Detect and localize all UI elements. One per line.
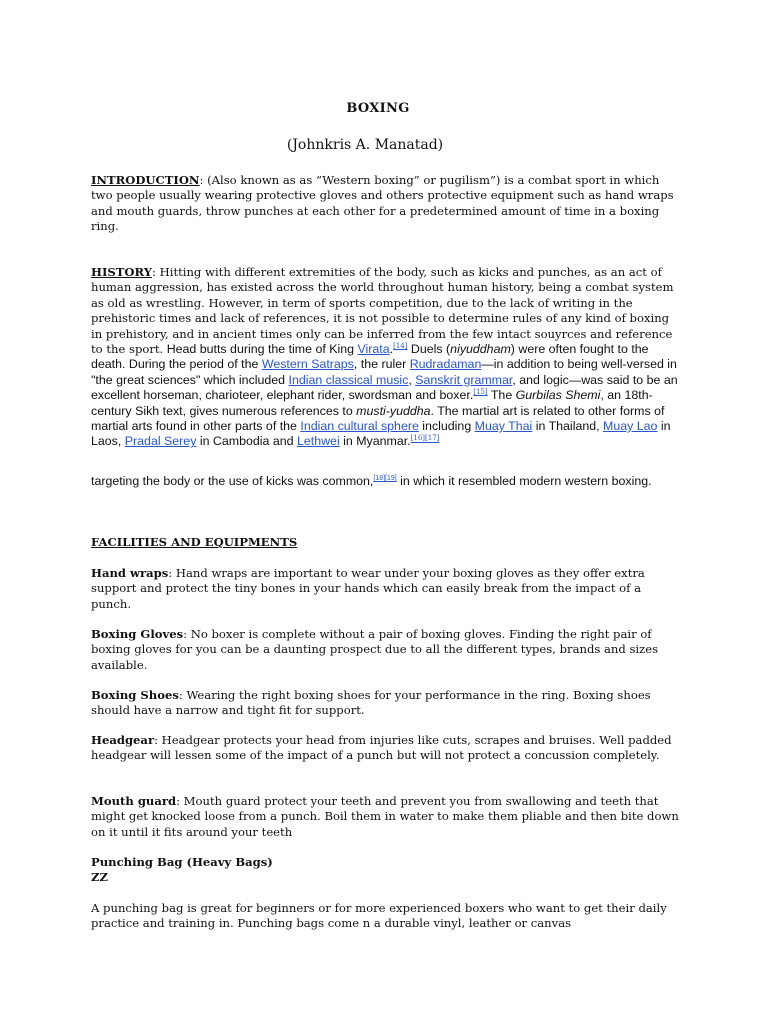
link-rudradaman[interactable]: Rudradaman [409, 357, 482, 372]
history-text: , and logic—was said to be an excellent horseman, charioteer, elephant rider, swordsman and boxer. [91, 372, 678, 403]
equipment-item-headgear [91, 733, 681, 764]
history-text: in Laos, [91, 419, 671, 449]
equipment-label: Boxing Shoes [91, 688, 179, 702]
equipment-item-boxing-gloves [91, 627, 681, 673]
introduction-paragraph [91, 173, 681, 235]
citation-link[interactable]: [14] [393, 342, 408, 351]
link-muay-thai[interactable]: Muay Thai [474, 419, 533, 434]
history-italic: musti-yuddha [356, 403, 431, 418]
equipment-text: : Wearing the right boxing shoes for your performance in the ring. Boxing shoes should have a narrow and tight fit for support. [91, 688, 651, 718]
history-text: in which it resembled modern western boxing. [396, 474, 652, 488]
document-title: BOXING [346, 101, 410, 116]
equipment-item-boxing-shoes [91, 688, 681, 719]
equipment-label: Mouth guard [91, 794, 177, 808]
link-muay-lao[interactable]: Muay Lao [603, 419, 658, 434]
equipment-text: : Hand wraps are important to wear under your boxing gloves as they offer extra support and protect the tiny bones in your hands which can easily break from the impact of a punch. [91, 566, 645, 611]
history-text: in Cambodia and [196, 434, 297, 449]
history-text: ) were often fought to the death. During the period of the [91, 342, 649, 372]
history-text: Head butts during the time of King [163, 342, 358, 357]
history-italic: niyuddham [450, 342, 511, 357]
link-indian-classical-music[interactable]: Indian classical music [288, 372, 409, 387]
equipment-label: Headgear [91, 733, 155, 747]
history-text: —in addition to being well-versed in "the great sciences" which included [91, 357, 677, 387]
history-text: , [408, 372, 416, 387]
history-text: : Hitting with different extremities of the body, such as kicks and punches, as an act of human aggression, has existed across the world throughout human history, being a combat system as old as wrestling. However, in term of sports competition, due to the lack of writing in the prehistoric times and lack of references, it is not possible to determine rules of any kind of boxing in prehistory, and in ancient times only can be inferred from the few intact souyrces and reference to the sport. [91, 265, 674, 357]
introduction-text: : (Also known as as “Western boxing” or pugilism”) is a combat sport in which two people usually wearing protective gloves and others protective equipment such as hand wraps and mouth guards, throw punches at each other for a predetermined amount of time in a boxing ring. [91, 173, 674, 234]
equipment-label: Boxing Gloves [91, 627, 184, 641]
link-virata[interactable]: Virata [357, 342, 390, 357]
facilities-heading: FACILITIES AND EQUIPMENTS [91, 535, 298, 549]
equipment-item-mouth-guard [91, 794, 681, 840]
history-text: in Thailand, [532, 419, 604, 434]
equipment-text: : Mouth guard protect your teeth and prevent you from swallowing and teeth that might get knocked loose from a punch. Boil them in water to make them pliable and then bite down on it until it fits around your teeth [91, 794, 679, 839]
history-text: in Myanmar. [339, 434, 411, 449]
history-continuation [91, 474, 681, 489]
citation-link[interactable]: [15] [473, 388, 488, 397]
history-text: , an 18th-century Sikh text, gives numerous references to [91, 388, 653, 418]
history-heading: HISTORY [91, 265, 153, 279]
document-author: (Johnkris A. Manatad) [286, 137, 444, 153]
facilities-heading-line [91, 535, 681, 550]
punching-bag-zz: ZZ [91, 870, 108, 884]
history-text: Duels ( [407, 342, 451, 357]
history-text: The [487, 388, 516, 403]
introduction-heading: INTRODUCTION [91, 173, 200, 187]
history-paragraph: HISTORY: Hitting with different extremities of the body, such as kicks and punches, as an act of human aggression, has existed across the world throughout human history, being a combat system as old as wrestling. However, in term of sports competition, due to the lack of writing in the prehistoric times and lack of references, it is not possible to determine rules of any kind of boxing in prehistory, and in ancient times only can be inferred from the few intact souyrces and reference to the sport. Head butts during the time of King Virata.[14] Duels (niyuddham) were often fought to the death. During the period of the Western Satraps, the ruler Rudradaman—in addition to being well-versed in "the great sciences" which included Indian classical music, Sanskrit grammar, and logic—was said to be an excellent horseman, charioteer, elephant rider, swordsman and boxer.[15] The Gurbilas Shemi, an 18th-century Sikh text, gives numerous references to musti-yuddha. The martial art is related to other forms of martial arts found in other parts of the Indian cultural sphere including Muay Thai in Thailand, Muay Lao in Laos, Pradal Serey in Cambodia and Lethwei in Myanmar.[16][17] [91, 265, 678, 449]
history-italic: Gurbilas Shemi [515, 388, 601, 403]
history-text: targeting the body or the use of kicks was common, [91, 474, 374, 488]
equipment-text: : No boxer is complete without a pair of boxing gloves. Finding the right pair of boxing gloves for you can be a daunting prospect due to all the different types, brands and sizes available. [91, 627, 659, 672]
history-text: . The martial art is related to other forms of martial arts found in other parts of the [91, 403, 665, 434]
punching-bag-heading: Punching Bag (Heavy Bags) [91, 855, 273, 869]
link-lethwei[interactable]: Lethwei [296, 434, 340, 449]
equipment-text: : Headgear protects your head from injuries like cuts, scrapes and bruises. Well padded headgear will lessen some of the impact of a punch but will not protect a concussion completely. [91, 733, 672, 763]
link-indian-cultural-sphere[interactable]: Indian cultural sphere [300, 419, 419, 434]
link-pradal-serey[interactable]: Pradal Serey [124, 434, 197, 449]
punching-bag-text: A punching bag is great for beginners or for more experienced boxers who want to get their daily practice and training in. Punching bags come n a durable vinyl, leather or canvas [91, 901, 667, 931]
history-text: including [418, 419, 475, 434]
equipment-label: Hand wraps [91, 566, 169, 580]
equipment-item-hand-wraps [91, 566, 681, 612]
citation-link[interactable]: [16][17] [410, 434, 440, 443]
citation-link[interactable]: [18][19] [373, 474, 397, 482]
history-text: , the ruler [353, 357, 410, 372]
link-sanskrit-grammar[interactable]: Sanskrit grammar [415, 372, 513, 387]
link-western-satraps[interactable]: Western Satraps [261, 357, 354, 372]
